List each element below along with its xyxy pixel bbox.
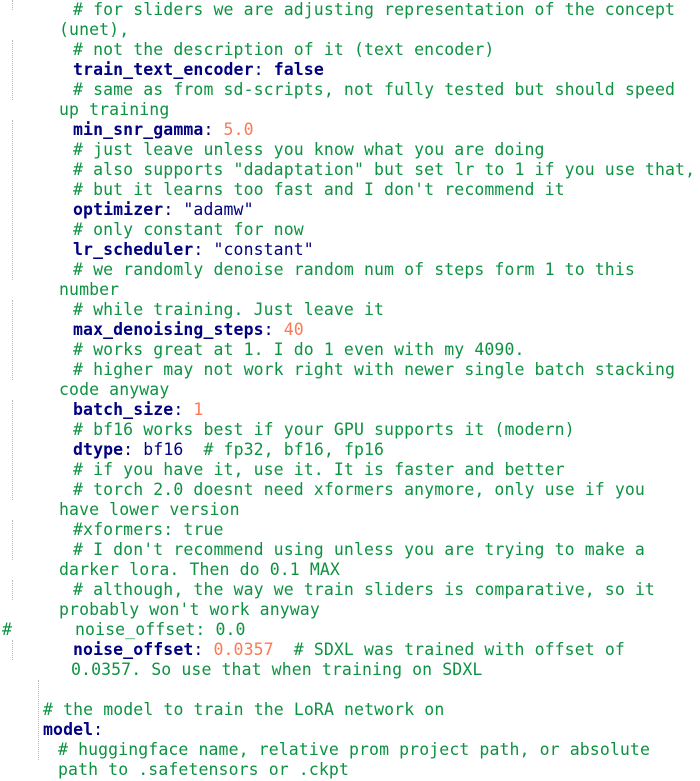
comment-token: # same as from sd-scripts, not fully tested but should speed: [73, 80, 676, 99]
indent-guide: [12, 120, 13, 280]
punct-token: :: [253, 60, 274, 79]
comment-token: (unet),: [59, 20, 130, 39]
code-line: [59, 560, 340, 580]
comment-token: probably won't work anyway: [59, 600, 320, 619]
code-line: [73, 440, 384, 460]
indent-guide: [12, 300, 13, 380]
code-line: [73, 300, 384, 320]
code-line: [73, 260, 635, 280]
code-line: [58, 760, 349, 780]
code-line: [59, 600, 320, 620]
code-line: [73, 160, 695, 180]
code-line: [58, 740, 650, 760]
code-line: [75, 620, 246, 640]
comment-token: # only constant for now: [73, 220, 304, 239]
code-line: [43, 720, 103, 740]
comment-token: # the model to train the LoRA network on: [43, 700, 445, 719]
code-line: [73, 360, 675, 380]
code-line: [73, 640, 625, 660]
code-line: [2, 620, 12, 640]
code-line: [73, 120, 254, 140]
string-token: "adamw": [183, 200, 254, 219]
number-token: 40: [283, 320, 304, 339]
comment-token: code anyway: [59, 380, 170, 399]
comment-token: # but it learns too fast and I don't recommend it: [73, 180, 565, 199]
comment-token: # for sliders we are adjusting representation of the concept: [73, 0, 676, 19]
comment-token: # just leave unless you know what you are doing: [73, 140, 545, 159]
code-line: [73, 340, 525, 360]
code-line: [71, 660, 482, 680]
key-token: min_snr_gamma: [73, 120, 204, 139]
code-line: [59, 280, 119, 300]
indent-guide: [12, 580, 13, 600]
comment-token: #xformers: true: [73, 520, 224, 539]
comment-token: # we randomly denoise random num of steps form 1 to this: [73, 260, 635, 279]
comment-token: # torch 2.0 doesnt need xformers anymore, only use if you: [73, 480, 645, 499]
comment-token: up training: [59, 100, 170, 119]
code-line: [73, 480, 645, 500]
comment-token: # huggingface name, relative prom project path, or absolute: [58, 740, 650, 759]
key-token: train_text_encoder: [73, 60, 254, 79]
key-token: optimizer: [73, 200, 164, 219]
punct-token: :: [263, 320, 284, 339]
comment-token: noise_offset: 0.0: [75, 620, 246, 639]
code-line: [73, 180, 565, 200]
code-line: [73, 80, 675, 100]
code-line: [73, 540, 645, 560]
string-token: "constant": [213, 240, 314, 259]
comment-token: 0.0357. So use that when training on SDXL: [71, 660, 483, 679]
punct-token: :: [123, 440, 144, 459]
code-line: [73, 220, 304, 240]
comment-token: # fp32, bf16, fp16: [203, 440, 385, 459]
comment-token: # higher may not work right with newer single batch stacking: [73, 360, 676, 379]
code-line: [59, 380, 169, 400]
comment-token: darker lora. Then do 0.1 MAX: [59, 560, 340, 579]
indent-guide: [12, 40, 13, 100]
indent-guide: [12, 520, 13, 560]
comment-token: # SDXL was trained with offset of: [293, 640, 625, 659]
key-token: noise_offset: [73, 640, 194, 659]
code-line: [73, 460, 565, 480]
indent-guide: [38, 680, 39, 760]
code-line: [73, 240, 314, 260]
indent-guide: [12, 640, 13, 660]
code-line: [59, 100, 169, 120]
number-token: 0.0357: [213, 640, 274, 659]
code-line: [73, 420, 575, 440]
comment-token: # works great at 1. I do 1 even with my 4090.: [73, 340, 525, 359]
punct-token: [274, 640, 294, 659]
comment-token: # while training. Just leave it: [73, 300, 385, 319]
comment-token: # bf16 works best if your GPU supports it (modern): [73, 420, 575, 439]
code-line: [73, 580, 655, 600]
punct-token: :: [193, 640, 214, 659]
punct-token: :: [173, 400, 194, 419]
number-token: 1: [193, 400, 204, 419]
punct-token: :: [203, 120, 224, 139]
comment-token: number: [59, 280, 120, 299]
comment-token: # although, the way we train sliders is comparative, so it: [73, 580, 655, 599]
indent-guide: [12, 400, 13, 500]
code-line: [73, 320, 304, 340]
code-line: [73, 140, 545, 160]
key-token: dtype: [73, 440, 124, 459]
comment-token: # if you have it, use it. It is faster and better: [73, 460, 565, 479]
punct-token: :: [163, 200, 184, 219]
punct-token: :: [93, 720, 104, 739]
comment-token: # not the description of it (text encoder): [73, 40, 495, 59]
code-line: [73, 40, 494, 60]
code-line: [43, 700, 444, 720]
comment-token: # also supports "dadaptation" but set lr to 1 if you use that,: [73, 160, 696, 179]
code-line: [59, 500, 240, 520]
key-token: max_denoising_steps: [73, 320, 264, 339]
code-line: [73, 0, 675, 20]
number-token: 5.0: [223, 120, 254, 139]
code-line: [73, 200, 254, 220]
indent-guide: [12, 0, 13, 10]
keyword-token: false: [273, 60, 324, 79]
comment-token: #: [2, 620, 13, 639]
punct-token: :: [193, 240, 214, 259]
comment-token: path to .safetensors or .ckpt: [58, 760, 349, 779]
code-line: [73, 520, 224, 540]
comment-token: # I don't recommend using unless you are trying to make a: [73, 540, 645, 559]
code-line: [73, 400, 203, 420]
string-token: bf16: [143, 440, 184, 459]
key-token: lr_scheduler: [73, 240, 194, 259]
key-token: batch_size: [73, 400, 174, 419]
comment-token: have lower version: [59, 500, 240, 519]
punct-token: [183, 440, 203, 459]
code-line: [73, 60, 324, 80]
key-token: model: [43, 720, 94, 739]
code-line: [59, 20, 129, 40]
